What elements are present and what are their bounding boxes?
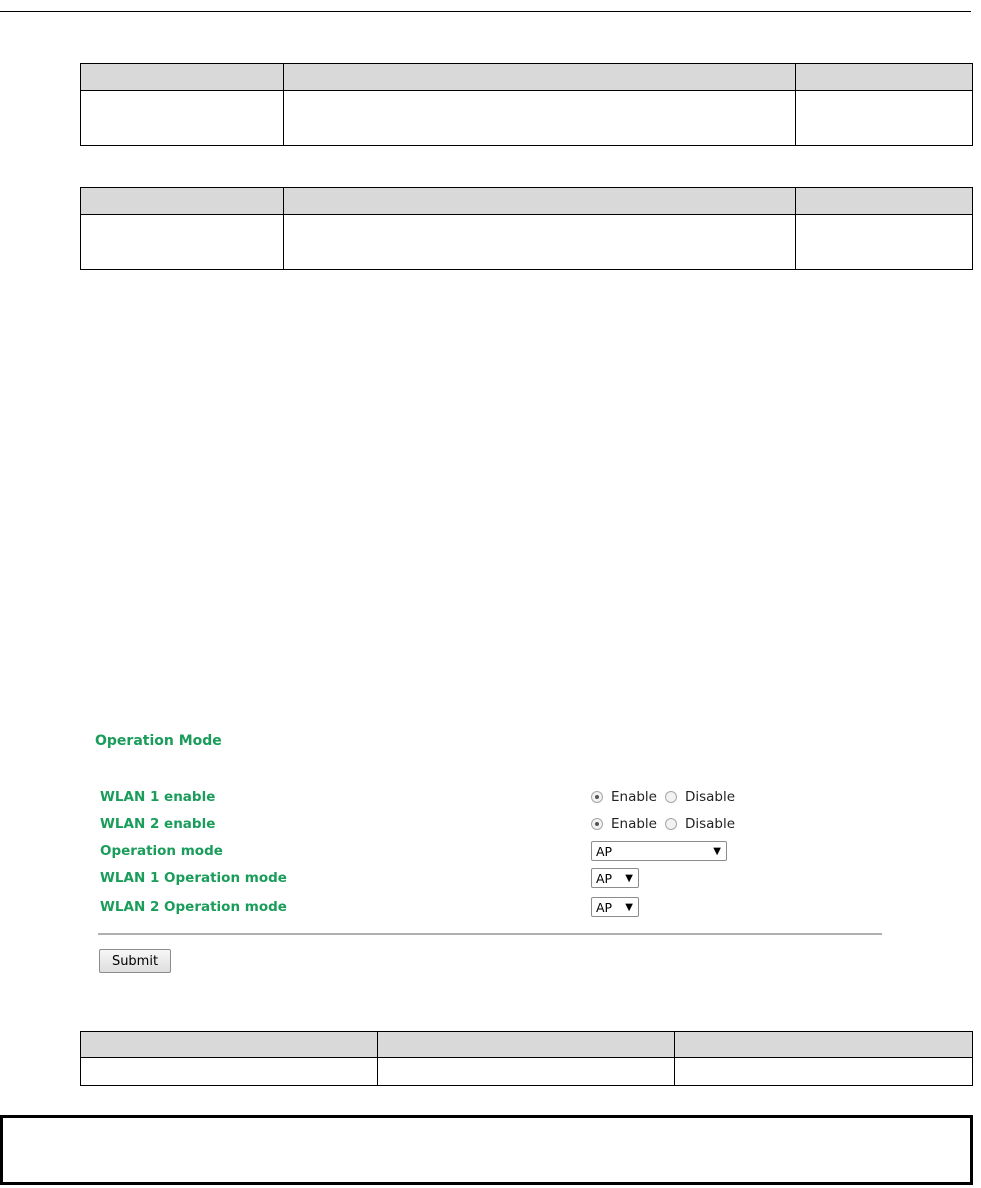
wlan1-operation-mode-select[interactable] [591, 868, 639, 888]
wlan2-enable-row [100, 812, 880, 836]
wlan1-operation-mode-row [100, 866, 880, 890]
wlan1-enable-row [100, 785, 880, 809]
wlan2-enable-radio-label: Enable [611, 816, 657, 832]
spec-table-1 [80, 63, 973, 146]
table-row [81, 91, 973, 146]
table-header-row [81, 64, 973, 91]
wlan2-operation-mode-row [100, 895, 880, 919]
wlan2-operation-mode-label: WLAN 2 Operation mode [100, 899, 287, 915]
wlan2-operation-mode-value: AP [596, 899, 613, 915]
wlan1-enable-radio-label: Enable [611, 789, 657, 805]
form-divider [98, 933, 882, 935]
spec-table-2 [80, 187, 973, 270]
wlan1-disable-radio[interactable] [665, 791, 677, 803]
panel-title: Operation Mode [95, 733, 222, 749]
operation-mode-row [100, 839, 880, 863]
note-box [0, 1115, 973, 1185]
operation-mode-select[interactable] [591, 841, 727, 861]
wlan1-enable-label: WLAN 1 enable [100, 789, 216, 805]
wlan1-enable-radio[interactable] [591, 791, 603, 803]
wlan2-disable-radio[interactable] [665, 818, 677, 830]
wlan1-operation-mode-value: AP [596, 870, 613, 886]
chevron-down-icon: ▼ [625, 901, 633, 913]
table-row [81, 215, 973, 270]
operation-mode-label: Operation mode [100, 843, 223, 859]
wlan2-operation-mode-select[interactable] [591, 897, 639, 917]
table-header-row [81, 188, 973, 215]
chevron-down-icon: ▼ [625, 872, 633, 884]
wlan2-enable-radio[interactable] [591, 818, 603, 830]
wlan2-disable-radio-label: Disable [684, 816, 736, 832]
table-header-row [81, 1032, 973, 1058]
table-row [81, 1058, 973, 1086]
wlan2-enable-label: WLAN 2 enable [100, 816, 216, 832]
chevron-down-icon: ▼ [713, 845, 721, 857]
spec-table-3 [80, 1031, 973, 1086]
operation-mode-value: AP [596, 843, 613, 859]
header-rule [0, 11, 971, 12]
wlan1-disable-radio-label: Disable [684, 789, 736, 805]
submit-button[interactable]: Submit [99, 949, 171, 973]
wlan1-operation-mode-label: WLAN 1 Operation mode [100, 870, 287, 886]
